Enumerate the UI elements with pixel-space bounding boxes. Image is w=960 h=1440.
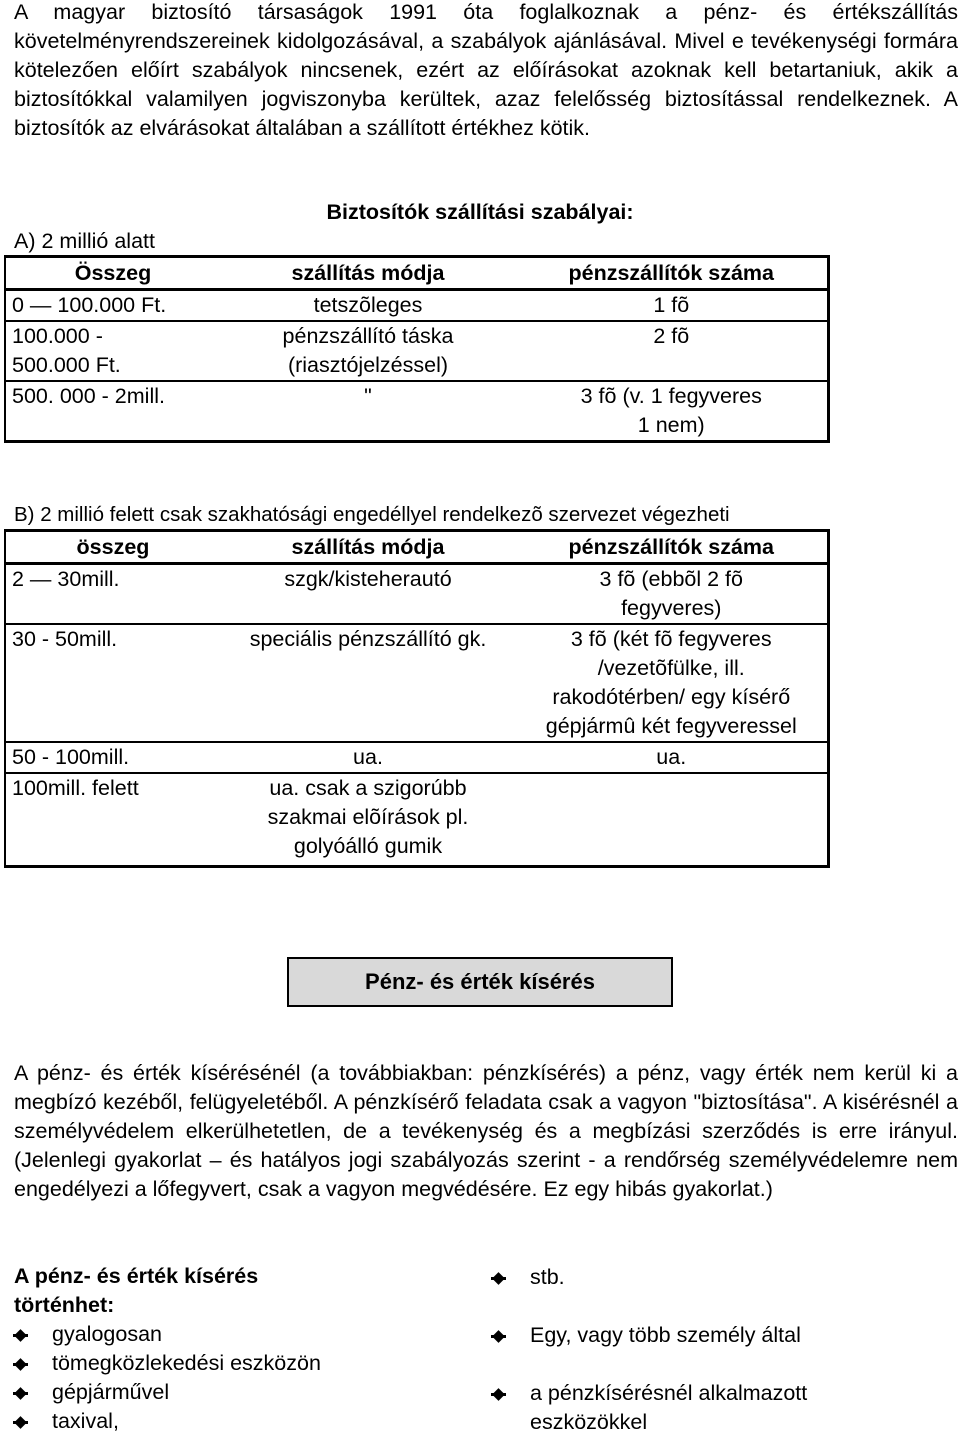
table-b-header-method: szállítás módja [291,535,445,559]
table-a-header-staff: pénzszállítók száma [568,261,775,285]
diamond-bullet-icon [492,1272,505,1285]
table-row [5,290,828,322]
table-cell: 3 fõ (két fõ fegyveres /vezetõfülke, ill. rakodótérben/ egy kísérő gépjármû két fegyveressel [545,627,797,738]
diamond-bullet-icon [14,1387,27,1400]
diamond-bullet-icon [14,1329,27,1342]
list-item: stb. [492,1263,912,1292]
table-cell: 0 — 100.000 Ft. [12,293,167,317]
rules-title: Biztosítók szállítási szabályai: [326,200,634,224]
escort-right-list [492,1263,912,1437]
table-cell: 30 - 50mill. [12,627,118,651]
table-cell: 3 fõ (ebbõl 2 fõ fegyveres) [599,567,743,620]
table-row [5,321,828,381]
table-cell: 3 fõ (v. 1 fegyveres 1 nem) [580,384,762,437]
table-a [4,255,830,443]
table-a-header-row [5,257,828,290]
escort-title-box [287,957,673,1007]
table-a-header-amount: Összeg [74,261,152,285]
table-b [4,529,830,868]
escort-title: Pénz- és érték kísérés [365,969,595,994]
table-cell: 2 — 30mill. [12,567,120,591]
diamond-bullet-icon [14,1358,27,1371]
table-cell: ua. [656,745,687,769]
table-row [5,742,828,773]
table-row [5,773,828,867]
table-cell: 1 fõ [653,293,690,317]
list-item: taxival, [14,1407,414,1436]
list-item: Egy, vagy több személy által [492,1321,912,1350]
escort-left-list [14,1320,414,1436]
table-cell: tetszõleges [313,293,423,317]
table-cell: 100mill. felett [12,776,139,800]
intro-paragraph: A magyar biztosító társaságok 1991 óta foglalkoznak a pénz- és értékszállítás követelményrendszereinek kidolgozásával, a szabályok ajánlásával. Mivel e tevékenységi formára kötelezően előírt szabályok nincsenek, ezért az előírásokat azoknak kell betartaniuk, akik a biztosítókkal valamilyen jogviszonyba kerültek, azaz felelősség biztosítással rendelkeznek. A biztosítók az elvárásokat általában a szállított értékhez kötik. [14,0,958,140]
table-cell: " [364,384,372,408]
list-item: tömegközlekedési eszközön [14,1349,414,1378]
list-item: a pénzkísérésnél alkalmazott eszközökkel [492,1379,912,1437]
list-item: gyalogosan [14,1320,414,1349]
table-row [5,564,828,625]
diamond-bullet-icon [492,1330,505,1343]
escort-paragraph: A pénz- és érték kísérésénél (a továbbiakban: pénzkísérés) a pénz, vagy érték nem kerül ki a megbízó kezéből, felügyeletéből. A pénzkísérő feladata csak a vagyon "biztosítása". A kisérésnél a személyvédelem elkerülhetetlen, de a tevékenység és a megbízási szerződés is erre irányul. (Jelenlegi gyakorlat – és hatályos jogi szabályozás szerint - a rendőrség személyvédelemre nem engedélyezi a lőfegyvert, csak a vagyon megvédésére. Ez egy hibás gyakorlat.) [14,1061,958,1201]
escort-list-heading: A pénz- és érték kísérés történhet: [14,1264,259,1317]
table-cell: 500. 000 - 2mill. [12,384,165,408]
table-b-header-amount: összeg [76,535,150,559]
table-cell: 100.000 - 500.000 Ft. [12,324,121,377]
table-cell [516,773,828,867]
section-b-label: B) 2 millió felett csak szakhatósági engedéllyel rendelkezõ szervezet végezheti [14,503,730,526]
table-cell: ua. csak a szigorúbb szakmai elõírások pl. golyóálló gumik [267,776,469,858]
diamond-bullet-icon [14,1416,27,1429]
table-cell: speciális pénzszállító gk. [249,627,487,651]
table-a-header-method: szállítás módja [291,261,445,285]
table-cell: szgk/kisteherautó [284,567,452,591]
table-cell: 50 - 100mill. [12,745,130,769]
table-b-header-row [5,531,828,564]
table-b-header-staff: pénzszállítók száma [568,535,775,559]
diamond-bullet-icon [492,1388,505,1401]
table-cell: ua. [353,745,383,769]
table-cell: pénzszállító táska (riasztójelzéssel) [282,324,454,377]
table-row [5,624,828,742]
section-a-label: A) 2 millió alatt [14,229,155,253]
table-cell: 2 fõ [653,324,690,348]
list-item: gépjárművel [14,1378,414,1407]
table-row [5,381,828,442]
